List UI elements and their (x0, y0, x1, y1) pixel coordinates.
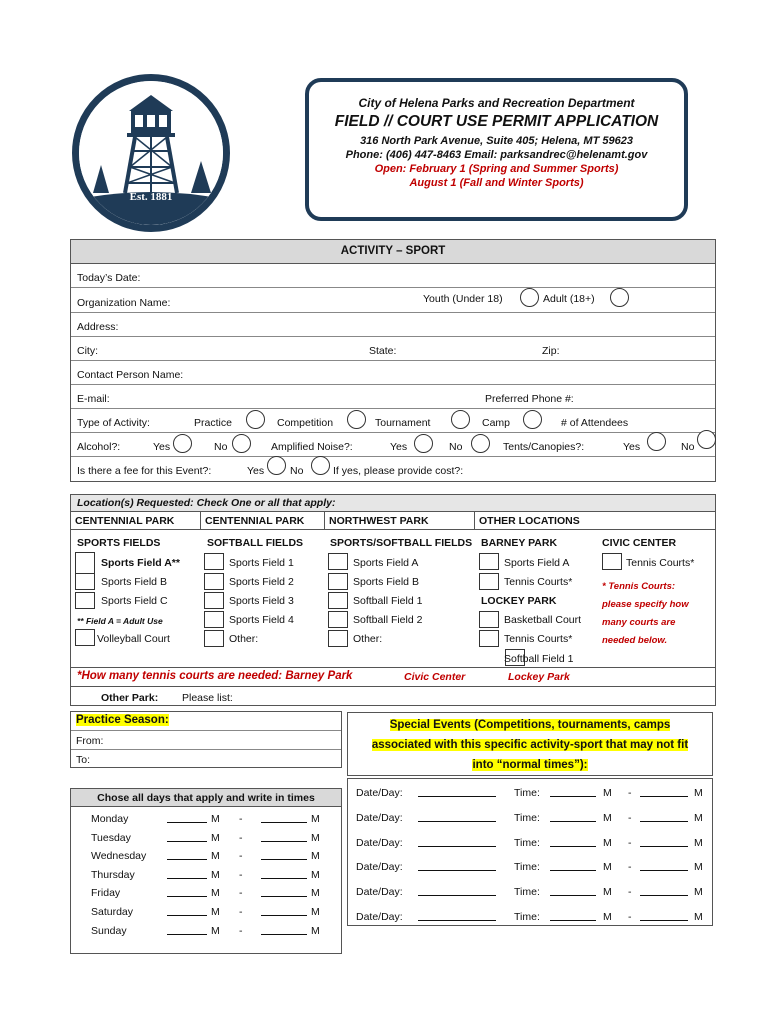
event-row (348, 911, 712, 927)
contact-person-label: Contact Person Name: (77, 369, 184, 381)
day-end-m: M (311, 924, 320, 937)
col3-item-4: Other: (353, 633, 383, 645)
noise-yes-radio[interactable] (414, 434, 433, 453)
event-end-m: M (694, 911, 703, 923)
event-start-m: M (603, 861, 612, 874)
event-start-field[interactable] (550, 812, 596, 822)
day-end-field[interactable] (261, 887, 307, 897)
day-start-m: M (211, 906, 220, 918)
col4-sub2: LOCKEY PARK (481, 595, 557, 607)
col4-item2-2: Softball Field 1 (504, 653, 574, 665)
day-end-m: M (311, 831, 320, 844)
event-start-field[interactable] (550, 886, 596, 896)
attendees-label: # of Attendees (561, 417, 629, 429)
col1-item-1: Sports Field B (101, 576, 167, 588)
practice-radio[interactable] (246, 410, 265, 429)
department-address: 316 North Park Avenue, Suite 405; Helena, MT 59623 (360, 135, 633, 147)
day-dash: - (239, 831, 243, 844)
day-row (71, 887, 341, 903)
day-dash: - (239, 906, 243, 918)
special-line-1: Special Events (Competitions, tournaments, camps (389, 719, 671, 731)
open-date-fall: August 1 (Fall and Winter Sports) (409, 177, 584, 189)
org-name-label: Organization Name: (77, 297, 171, 309)
special-events-times-box (347, 778, 713, 926)
day-start-field[interactable] (167, 813, 207, 823)
day-dash: - (239, 887, 243, 900)
event-time-label: Time: (514, 836, 540, 849)
day-label: Saturday (91, 906, 134, 918)
col1-head: CENTENNIAL PARK (71, 512, 201, 530)
col2-item-4: Other: (229, 633, 259, 645)
state-label: State: (369, 345, 397, 357)
event-end-m: M (694, 787, 703, 799)
col1-item-3: ** Field A = Adult Use (77, 616, 163, 626)
event-row (348, 886, 712, 902)
preferred-phone-label: Preferred Phone #: (485, 393, 574, 405)
day-dash: - (239, 813, 243, 825)
practice-season-box (70, 711, 342, 768)
event-date-field[interactable] (418, 787, 496, 797)
day-start-m: M (211, 887, 220, 900)
adult-radio[interactable] (610, 288, 629, 307)
event-start-field[interactable] (550, 861, 596, 871)
event-end-field[interactable] (640, 861, 688, 871)
type-of-activity-label: Type of Activity: (77, 417, 150, 429)
day-start-m: M (211, 924, 220, 937)
fee-yes-radio[interactable] (267, 456, 286, 475)
fee-no-radio[interactable] (311, 456, 330, 475)
tennis-courts-question: *How many tennis courts are needed: Barney Park (77, 670, 353, 682)
event-start-m: M (603, 836, 612, 849)
camp-radio[interactable] (523, 410, 542, 429)
day-label: Wednesday (91, 850, 147, 863)
amplified-noise-label: Amplified Noise?: (271, 441, 353, 453)
cost-label: If yes, please provide cost?: (333, 465, 464, 477)
event-row (348, 812, 712, 828)
special-events-box (347, 712, 713, 776)
day-end-m: M (311, 813, 320, 825)
competition-label: Competition (277, 417, 334, 429)
day-end-field[interactable] (261, 832, 307, 842)
day-end-m: M (311, 906, 320, 918)
day-row (71, 925, 341, 941)
day-end-m: M (311, 868, 320, 881)
day-row (71, 869, 341, 885)
day-row (71, 906, 341, 922)
event-start-field[interactable] (550, 787, 596, 797)
event-date-label: Date/Day: (356, 911, 403, 923)
col3-item-1: Sports Field B (353, 576, 419, 588)
days-times-box (70, 788, 342, 954)
locations-section (70, 494, 716, 706)
tents-yes-radio[interactable] (647, 432, 666, 451)
sports-field-b-checkbox[interactable] (75, 573, 95, 590)
col2-head: CENTENNIAL PARK (201, 512, 325, 530)
fee-yes-label: Yes (247, 465, 265, 477)
civic-center-label: Civic Center (404, 671, 466, 683)
col2-item-1: Sports Field 2 (229, 576, 294, 588)
cp-field-4-checkbox[interactable] (204, 611, 224, 628)
day-start-m: M (211, 868, 220, 881)
day-label: Tuesday (91, 831, 131, 844)
cp-other-checkbox[interactable] (204, 630, 224, 647)
event-start-field[interactable] (550, 911, 596, 921)
event-row (348, 861, 712, 877)
camp-label: Camp (482, 417, 511, 429)
day-start-field[interactable] (167, 869, 207, 879)
day-start-m: M (211, 813, 220, 825)
col4-sub: BARNEY PARK (481, 537, 558, 549)
event-date-field[interactable] (418, 911, 496, 921)
col5-sub: CIVIC CENTER (602, 537, 677, 549)
please-list-label: Please list: (182, 692, 233, 704)
sports-field-a-checkbox[interactable] (75, 552, 95, 574)
fire-tower-icon (79, 81, 223, 225)
alcohol-no-label: No (214, 441, 228, 453)
event-row (348, 787, 712, 803)
city-label: City: (77, 345, 98, 357)
tennis-note-2: please specify how (602, 599, 689, 610)
event-dash: - (628, 787, 632, 799)
col1-item-0: Sports Field A** (101, 557, 180, 569)
form-title: FIELD // COURT USE PERMIT APPLICATION (334, 113, 659, 130)
col2-item-3: Sports Field 4 (229, 614, 294, 626)
lockey-park-label: Lockey Park (508, 671, 570, 683)
event-time-label: Time: (514, 861, 540, 874)
day-label: Friday (91, 887, 121, 900)
nw-softball-1-checkbox[interactable] (328, 592, 348, 609)
day-start-field[interactable] (167, 850, 207, 860)
event-row (348, 837, 712, 853)
event-end-m: M (694, 886, 703, 899)
day-start-field[interactable] (167, 925, 207, 935)
city-logo (72, 74, 230, 232)
event-time-label: Time: (514, 811, 540, 824)
tents-no-radio[interactable] (697, 430, 716, 449)
special-line-3: into “normal times”): (472, 759, 588, 771)
col4-item-0: Sports Field A (504, 557, 570, 569)
col5-item-0: Tennis Courts* (626, 557, 695, 569)
zip-label: Zip: (542, 345, 560, 357)
event-end-field[interactable] (640, 911, 688, 921)
event-date-field[interactable] (418, 812, 496, 822)
email-label: E-mail: (77, 393, 110, 405)
activity-section (70, 239, 716, 482)
event-time-label: Time: (514, 886, 540, 899)
col2-item-0: Sports Field 1 (229, 557, 294, 569)
day-label: Sunday (91, 924, 127, 937)
cp-field-3-checkbox[interactable] (204, 592, 224, 609)
cp-field-2-checkbox[interactable] (204, 573, 224, 590)
col4-item-1: Tennis Courts* (504, 576, 573, 588)
event-date-label: Date/Day: (356, 836, 403, 849)
event-dash: - (628, 886, 632, 899)
day-start-m: M (211, 831, 220, 844)
event-dash: - (628, 811, 632, 824)
day-row (71, 850, 341, 866)
locations-heading: Location(s) Requested: Check One or all that apply: (71, 495, 715, 512)
day-row (71, 832, 341, 848)
other-park-label: Other Park: (101, 692, 159, 704)
civic-tennis-checkbox[interactable] (602, 553, 622, 570)
event-date-label: Date/Day: (356, 787, 403, 799)
tents-no-label: No (681, 441, 695, 453)
day-start-field[interactable] (167, 906, 207, 916)
fee-no-label: No (290, 465, 304, 477)
nw-softball-2-checkbox[interactable] (328, 611, 348, 628)
event-end-field[interactable] (640, 787, 688, 797)
special-line-2: associated with this specific activity-sport that may not fit (371, 739, 689, 751)
col1-item-4: Volleyball Court (97, 633, 170, 645)
day-label: Thursday (91, 868, 135, 881)
practice-label: Practice (194, 417, 232, 429)
event-end-field[interactable] (640, 837, 688, 847)
barney-field-a-checkbox[interactable] (479, 553, 499, 570)
event-dash: - (628, 911, 632, 923)
alcohol-label: Alcohol?: (77, 441, 121, 453)
tents-yes-label: Yes (623, 441, 641, 453)
event-start-field[interactable] (550, 837, 596, 847)
tournament-radio[interactable] (451, 410, 470, 429)
logo-est-text: Est. 1881 (129, 191, 173, 203)
event-end-m: M (694, 861, 703, 874)
col2-sub: SOFTBALL FIELDS (207, 537, 304, 549)
col4-head: OTHER LOCATIONS (475, 512, 716, 530)
event-date-field[interactable] (418, 837, 496, 847)
event-start-m: M (603, 787, 612, 799)
day-start-field[interactable] (167, 832, 207, 842)
col3-head: NORTHWEST PARK (325, 512, 475, 530)
noise-yes-label: Yes (390, 441, 408, 453)
event-dash: - (628, 861, 632, 874)
day-row (71, 813, 341, 829)
col3-item-0: Sports Field A (353, 557, 419, 569)
event-start-m: M (603, 886, 612, 899)
day-end-field[interactable] (261, 813, 307, 823)
nw-other-checkbox[interactable] (328, 630, 348, 647)
event-dash: - (628, 836, 632, 849)
department-name: City of Helena Parks and Recreation Department (358, 96, 635, 110)
address-label: Address: (77, 321, 119, 333)
season-to-label: To: (76, 754, 91, 766)
adult-label: Adult (18+) (543, 293, 595, 305)
col1-sub: SPORTS FIELDS (77, 537, 161, 549)
alcohol-yes-label: Yes (153, 441, 171, 453)
day-end-m: M (311, 887, 320, 900)
youth-radio[interactable] (520, 288, 539, 307)
day-end-field[interactable] (261, 850, 307, 860)
event-date-label: Date/Day: (356, 886, 403, 899)
fee-label: Is there a fee for this Event?: (77, 465, 212, 477)
activity-title: ACTIVITY – SPORT (71, 240, 715, 264)
event-end-m: M (694, 836, 703, 849)
col4-item2-1: Tennis Courts* (504, 633, 573, 645)
day-dash: - (239, 850, 243, 863)
tournament-label: Tournament (375, 417, 431, 429)
volleyball-court-checkbox[interactable] (75, 629, 95, 646)
day-end-field[interactable] (261, 925, 307, 935)
day-end-m: M (311, 850, 320, 863)
event-end-m: M (694, 811, 703, 824)
tennis-note-3: many courts are (602, 617, 676, 628)
event-start-m: M (603, 911, 612, 923)
barney-tennis-checkbox[interactable] (479, 573, 499, 590)
col3-item-2: Softball Field 1 (353, 595, 423, 607)
sports-field-c-checkbox[interactable] (75, 592, 95, 609)
alcohol-yes-radio[interactable] (173, 434, 192, 453)
col4-item2-0: Basketball Court (504, 614, 582, 626)
tennis-note-1: * Tennis Courts: (602, 581, 676, 592)
nw-field-b-checkbox[interactable] (328, 573, 348, 590)
col2-item-2: Sports Field 3 (229, 595, 294, 607)
col1-item-2: Sports Field C (101, 595, 168, 607)
header-box (305, 78, 688, 221)
event-date-field[interactable] (418, 861, 496, 871)
noise-no-label: No (449, 441, 463, 453)
event-date-label: Date/Day: (356, 811, 403, 824)
practice-season-title: Practice Season: (76, 714, 169, 726)
col3-item-3: Softball Field 2 (353, 614, 423, 626)
day-label: Monday (91, 813, 129, 825)
days-heading: Chose all days that apply and write in times (71, 789, 341, 807)
day-dash: - (239, 868, 243, 881)
day-end-field[interactable] (261, 906, 307, 916)
cp-field-1-checkbox[interactable] (204, 553, 224, 570)
day-dash: - (239, 924, 243, 937)
event-end-field[interactable] (640, 886, 688, 896)
season-from-label: From: (76, 735, 104, 747)
tennis-note-4: needed below. (602, 635, 668, 646)
event-date-label: Date/Day: (356, 861, 403, 874)
tents-label: Tents/Canopies?: (503, 441, 585, 453)
event-date-field[interactable] (418, 886, 496, 896)
day-start-field[interactable] (167, 887, 207, 897)
competition-radio[interactable] (347, 410, 366, 429)
event-start-m: M (603, 811, 612, 824)
alcohol-no-radio[interactable] (232, 434, 251, 453)
todays-date-label: Today’s Date: (77, 272, 141, 284)
department-contact: Phone: (406) 447-8463 Email: parksandrec@helenamt.gov (345, 149, 648, 161)
day-end-field[interactable] (261, 869, 307, 879)
nw-field-a-checkbox[interactable] (328, 553, 348, 570)
lockey-tennis-checkbox[interactable] (479, 630, 499, 647)
day-start-m: M (211, 850, 220, 863)
col3-sub: SPORTS/SOFTBALL FIELDS (330, 537, 473, 549)
open-date-spring: Open: February 1 (Spring and Summer Sports) (374, 163, 619, 175)
event-time-label: Time: (514, 787, 540, 799)
lockey-basketball-checkbox[interactable] (479, 611, 499, 628)
youth-label: Youth (Under 18) (423, 293, 503, 305)
noise-no-radio[interactable] (471, 434, 490, 453)
event-end-field[interactable] (640, 812, 688, 822)
event-time-label: Time: (514, 911, 540, 923)
